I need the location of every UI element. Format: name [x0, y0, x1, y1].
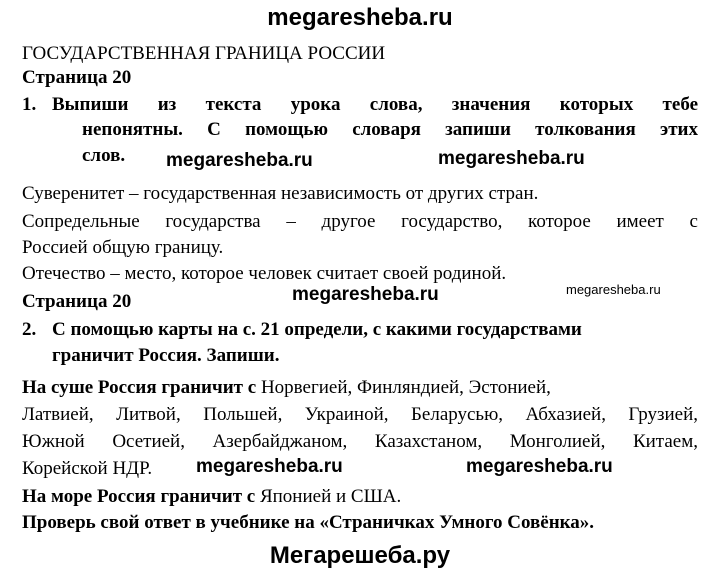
page-label-2: Страница 20	[22, 291, 132, 312]
land-line-3: Южной Осетией, Азербайджаном, Казахстаном, Монголией, Китаем,	[22, 431, 698, 452]
answer1-line-2: Сопредельные государства – другое государство, которое имеет с	[22, 211, 698, 232]
check-line: Проверь свой ответ в учебнике на «Страничках Умного Совёнка».	[22, 512, 595, 533]
task1-line-1	[22, 93, 698, 117]
watermark-inline-2: megaresheba.ru	[438, 148, 585, 169]
sea-lead: На море Россия граничит с	[22, 486, 256, 507]
watermark-inline-1: megaresheba.ru	[166, 150, 313, 171]
watermark-inline-6: megaresheba.ru	[466, 456, 613, 477]
sea-line	[22, 485, 702, 509]
watermark-inline-4: megaresheba.ru	[566, 282, 661, 297]
task1-line-3: слов.	[82, 145, 126, 166]
land-line-1-rest: Норвегией, Финляндией, Эстонией,	[256, 377, 551, 398]
land-line-4: Корейской НДР.	[22, 458, 153, 479]
watermark-inline-3: megaresheba.ru	[292, 284, 439, 305]
page-label-1: Страница 20	[22, 67, 132, 88]
watermark-inline-5: megaresheba.ru	[196, 456, 343, 477]
lesson-heading: ГОСУДАРСТВЕННАЯ ГРАНИЦА РОССИИ	[22, 43, 386, 64]
task2-line-1	[22, 318, 702, 342]
land-lead: На суше Россия граничит с	[22, 377, 257, 398]
land-line-1	[22, 376, 702, 400]
task1-text-1: Выпиши из текста урока слова, значения которых тебе	[52, 94, 698, 115]
task1-line-2: непонятны. С помощью словаря запиши толкования этих	[82, 119, 698, 140]
task2-line-2: граничит Россия. Запиши.	[52, 345, 280, 366]
answer1-line-3: Россией общую границу.	[22, 237, 224, 258]
sea-rest: Японией и США.	[255, 486, 402, 507]
watermark-bottom: Мегарешеба.ру	[269, 542, 451, 569]
watermark-top: megaresheba.ru	[267, 4, 453, 31]
answer1-line-1: Суверенитет – государственная независимость от других стран.	[22, 183, 539, 204]
task2-number: 2.	[22, 319, 37, 340]
land-line-2: Латвией, Литвой, Польшей, Украиной, Беларусью, Абхазией, Грузией,	[22, 404, 698, 425]
task1-number: 1.	[22, 94, 37, 115]
task2-text-1: С помощью карты на с. 21 определи, с какими государствами	[52, 319, 582, 340]
answer1-line-4: Отечество – место, которое человек считает своей родиной.	[22, 263, 507, 284]
